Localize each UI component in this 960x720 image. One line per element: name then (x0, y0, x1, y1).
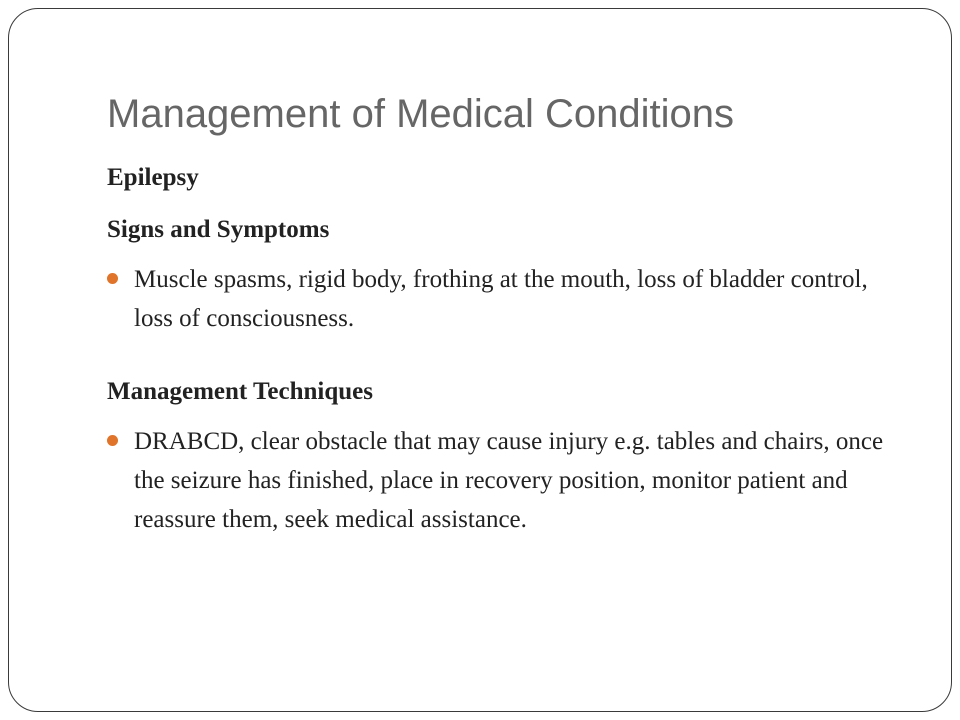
bullet-item (107, 422, 907, 539)
signs-bullet-list (107, 260, 907, 338)
bullet-item (107, 260, 907, 338)
management-bullet-list (107, 422, 907, 539)
bullet-dot-icon (107, 273, 118, 284)
section-heading-management: Management Techniques (107, 378, 374, 405)
bullet-text: DRABCD, clear obstacle that may cause injury e.g. tables and chairs, once the seizure has finished, place in recovery position, monitor patient and reassure them, seek medical assistance. (134, 428, 884, 533)
topic-heading: Epilepsy (107, 164, 199, 191)
bullet-dot-icon (107, 435, 118, 446)
section-heading-signs: Signs and Symptoms (107, 216, 330, 243)
slide-content (107, 160, 907, 539)
bullet-text: Muscle spasms, rigid body, frothing at the mouth, loss of bladder control, loss of consciousness. (134, 266, 868, 332)
slide-title: Management of Medical Conditions (107, 92, 735, 136)
